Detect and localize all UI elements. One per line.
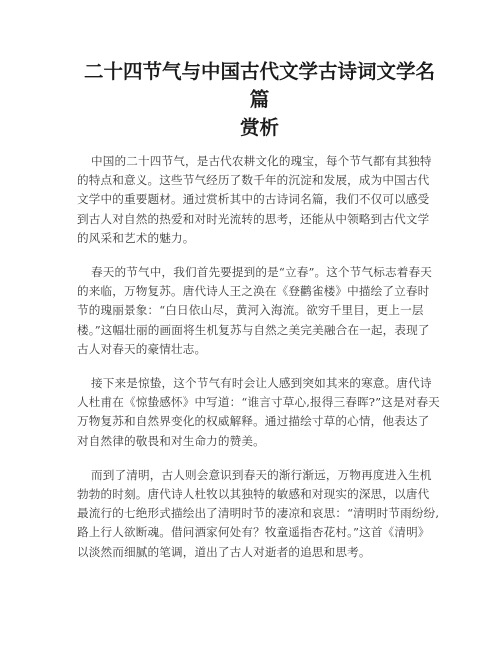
paragraph-intro (77, 152, 442, 248)
paragraph-line: 到古人对自然的热爱和对时光流转的思考，还能从中领略到古代文学 (77, 211, 430, 226)
paragraph-qingming (77, 466, 442, 562)
paragraph-line: 楼。”这幅壮丽的画面将生机复苏与自然之美完美融合在一起，表现了 (77, 322, 430, 337)
paragraph-line: 以淡然而细腻的笔调，道出了古人对逝者的追思和思考。 (77, 544, 371, 559)
paragraph-line: 接下来是惊蛰，这个节气有时会让人感到突如其来的寒意。唐代诗 (91, 376, 432, 391)
paragraph-line: 勃勃的时刻。唐代诗人杜牧以其独特的敏感和对现实的深思，以唐代 (77, 487, 430, 502)
paragraph-line: 而到了清明，古人则会意识到春天的渐行渐远，万物再度进入生机 (91, 467, 432, 482)
paragraph-line: 中国的二十四节气，是古代农耕文化的瑰宝，每个节气都有其独特 (91, 154, 432, 168)
paragraph-line: 文学中的重要题材。通过赏析其中的古诗词名篇，我们不仅可以感受 (77, 192, 430, 207)
paragraph-lichun (77, 263, 442, 359)
title-line-1: 二十四节气与中国古代文学古诗词文学名篇 (83, 60, 435, 111)
paragraph-line: 的风采和艺术的魅力。 (77, 230, 195, 245)
paragraph-line: 路上行人欲断魂。借问酒家何处有？牧童遥指杏花村。”这首《清明》 (77, 525, 430, 540)
paragraph-line: 节的瑰丽景象：“白日依山尽，黄河入海流。欲穷千里目，更上一层 (77, 303, 424, 318)
title-line-2: 赏析 (239, 116, 279, 139)
paragraph-line: 人杜甫在《惊蛰感怀》中写道：“谁言寸草心,报得三春晖?”这是对春天 (77, 395, 440, 410)
paragraph-line: 万物复苏和自然界变化的权威解释。通过描绘寸草的心情，他表达了 (77, 414, 430, 429)
paragraph-line: 对自然律的敬畏和对生命力的赞美。 (77, 433, 265, 448)
paragraph-line: 古人对春天的豪情壮志。 (77, 341, 207, 356)
paragraph-line: 的特点和意义。这些节气经历了数千年的沉淀和发展，成为中国古代 (77, 173, 430, 188)
paragraph-jingzhe (77, 374, 442, 451)
document-title (77, 58, 442, 142)
paragraph-line: 春天的节气中，我们首先要提到的是“立春”。这个节气标志着春天 (91, 265, 432, 280)
paragraph-line: 最流行的七绝形式描绘出了清明时节的凄凉和哀思：“清明时节雨纷纷, (77, 506, 440, 521)
paragraph-line: 的来临，万物复苏。唐代诗人王之涣在《登鹳雀楼》中描绘了立春时 (77, 284, 430, 299)
